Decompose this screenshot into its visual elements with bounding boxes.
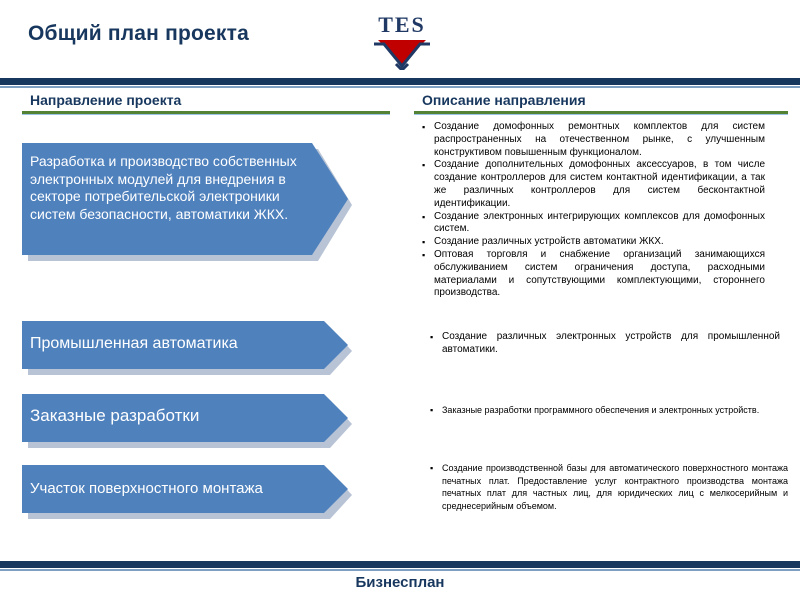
description-electronics — [420, 121, 765, 300]
direction-arrow-custom — [22, 394, 358, 448]
direction-arrow-industrial — [22, 321, 358, 375]
footer-divider — [0, 561, 800, 568]
description-item: ▪ Оптовая торговля и снабжение организаций занимающихся обслуживанием систем ограничения доступа, расходными материалами и сопутствующими комплектующими, стороннего производства. — [420, 249, 765, 300]
directions-heading-underline-thin — [22, 114, 390, 115]
description-item: ▪ Создание домофонных ремонтных комплектов для систем распространенных на отечественном рынке, с улучшенным конструктивом повышенным функционалом. — [420, 121, 765, 159]
logo-text: TES — [378, 12, 426, 37]
direction-arrow-electronics — [22, 143, 358, 261]
description-item: ▪ Создание различных устройств автоматики ЖКХ. — [420, 236, 765, 249]
description-item: ▪ Заказные разработки программного обеспечения и электронных устройств. — [428, 404, 768, 416]
description-industrial — [428, 331, 780, 357]
direction-label: Заказные разработки — [30, 406, 200, 425]
description-item: ▪ Создание различных электронных устройств для промышленной автоматики. — [428, 331, 780, 357]
description-item: ▪ Создание дополнительных домофонных аксессуаров, в том числе создание контроллеров для систем контактной идентификации, а так же различных контроллеров для систем бесконтактной идентификации. — [420, 159, 765, 210]
page-title: Общий план проекта — [28, 22, 249, 45]
direction-arrow-smt — [22, 465, 358, 519]
description-item: ▪ Создание электронных интегрирующих комплексов для домофонных систем. — [420, 211, 765, 237]
directions-heading: Направление проекта — [30, 92, 182, 108]
footer-label: Бизнесплан — [355, 574, 445, 591]
logo-emblem-icon — [374, 38, 430, 70]
description-smt — [428, 462, 788, 512]
direction-label: Участок поверхностного монтажа — [30, 480, 263, 497]
direction-label: Разработка и производство собственных электронных модулей для внедрения в секторе потребительской электроники систем безопасности, автоматики ЖКХ. — [30, 153, 297, 222]
descriptions-heading: Описание направления — [422, 92, 586, 108]
direction-label: Промышленная автоматика — [30, 335, 238, 352]
header-divider — [0, 78, 800, 85]
descriptions-heading-underline-thin — [414, 114, 788, 115]
description-item: ▪ Создание производственной базы для автоматического поверхностного монтажа печатных плат. Предоставление услуг контрактного производства монтажа печатных плат для частных лиц, для юридических лиц с мелкосерийным и среднесерийным объемом. — [428, 462, 788, 512]
footer-divider-thin — [0, 569, 800, 571]
company-logo — [370, 12, 434, 70]
description-custom — [428, 404, 768, 416]
header-divider-thin — [0, 86, 800, 88]
